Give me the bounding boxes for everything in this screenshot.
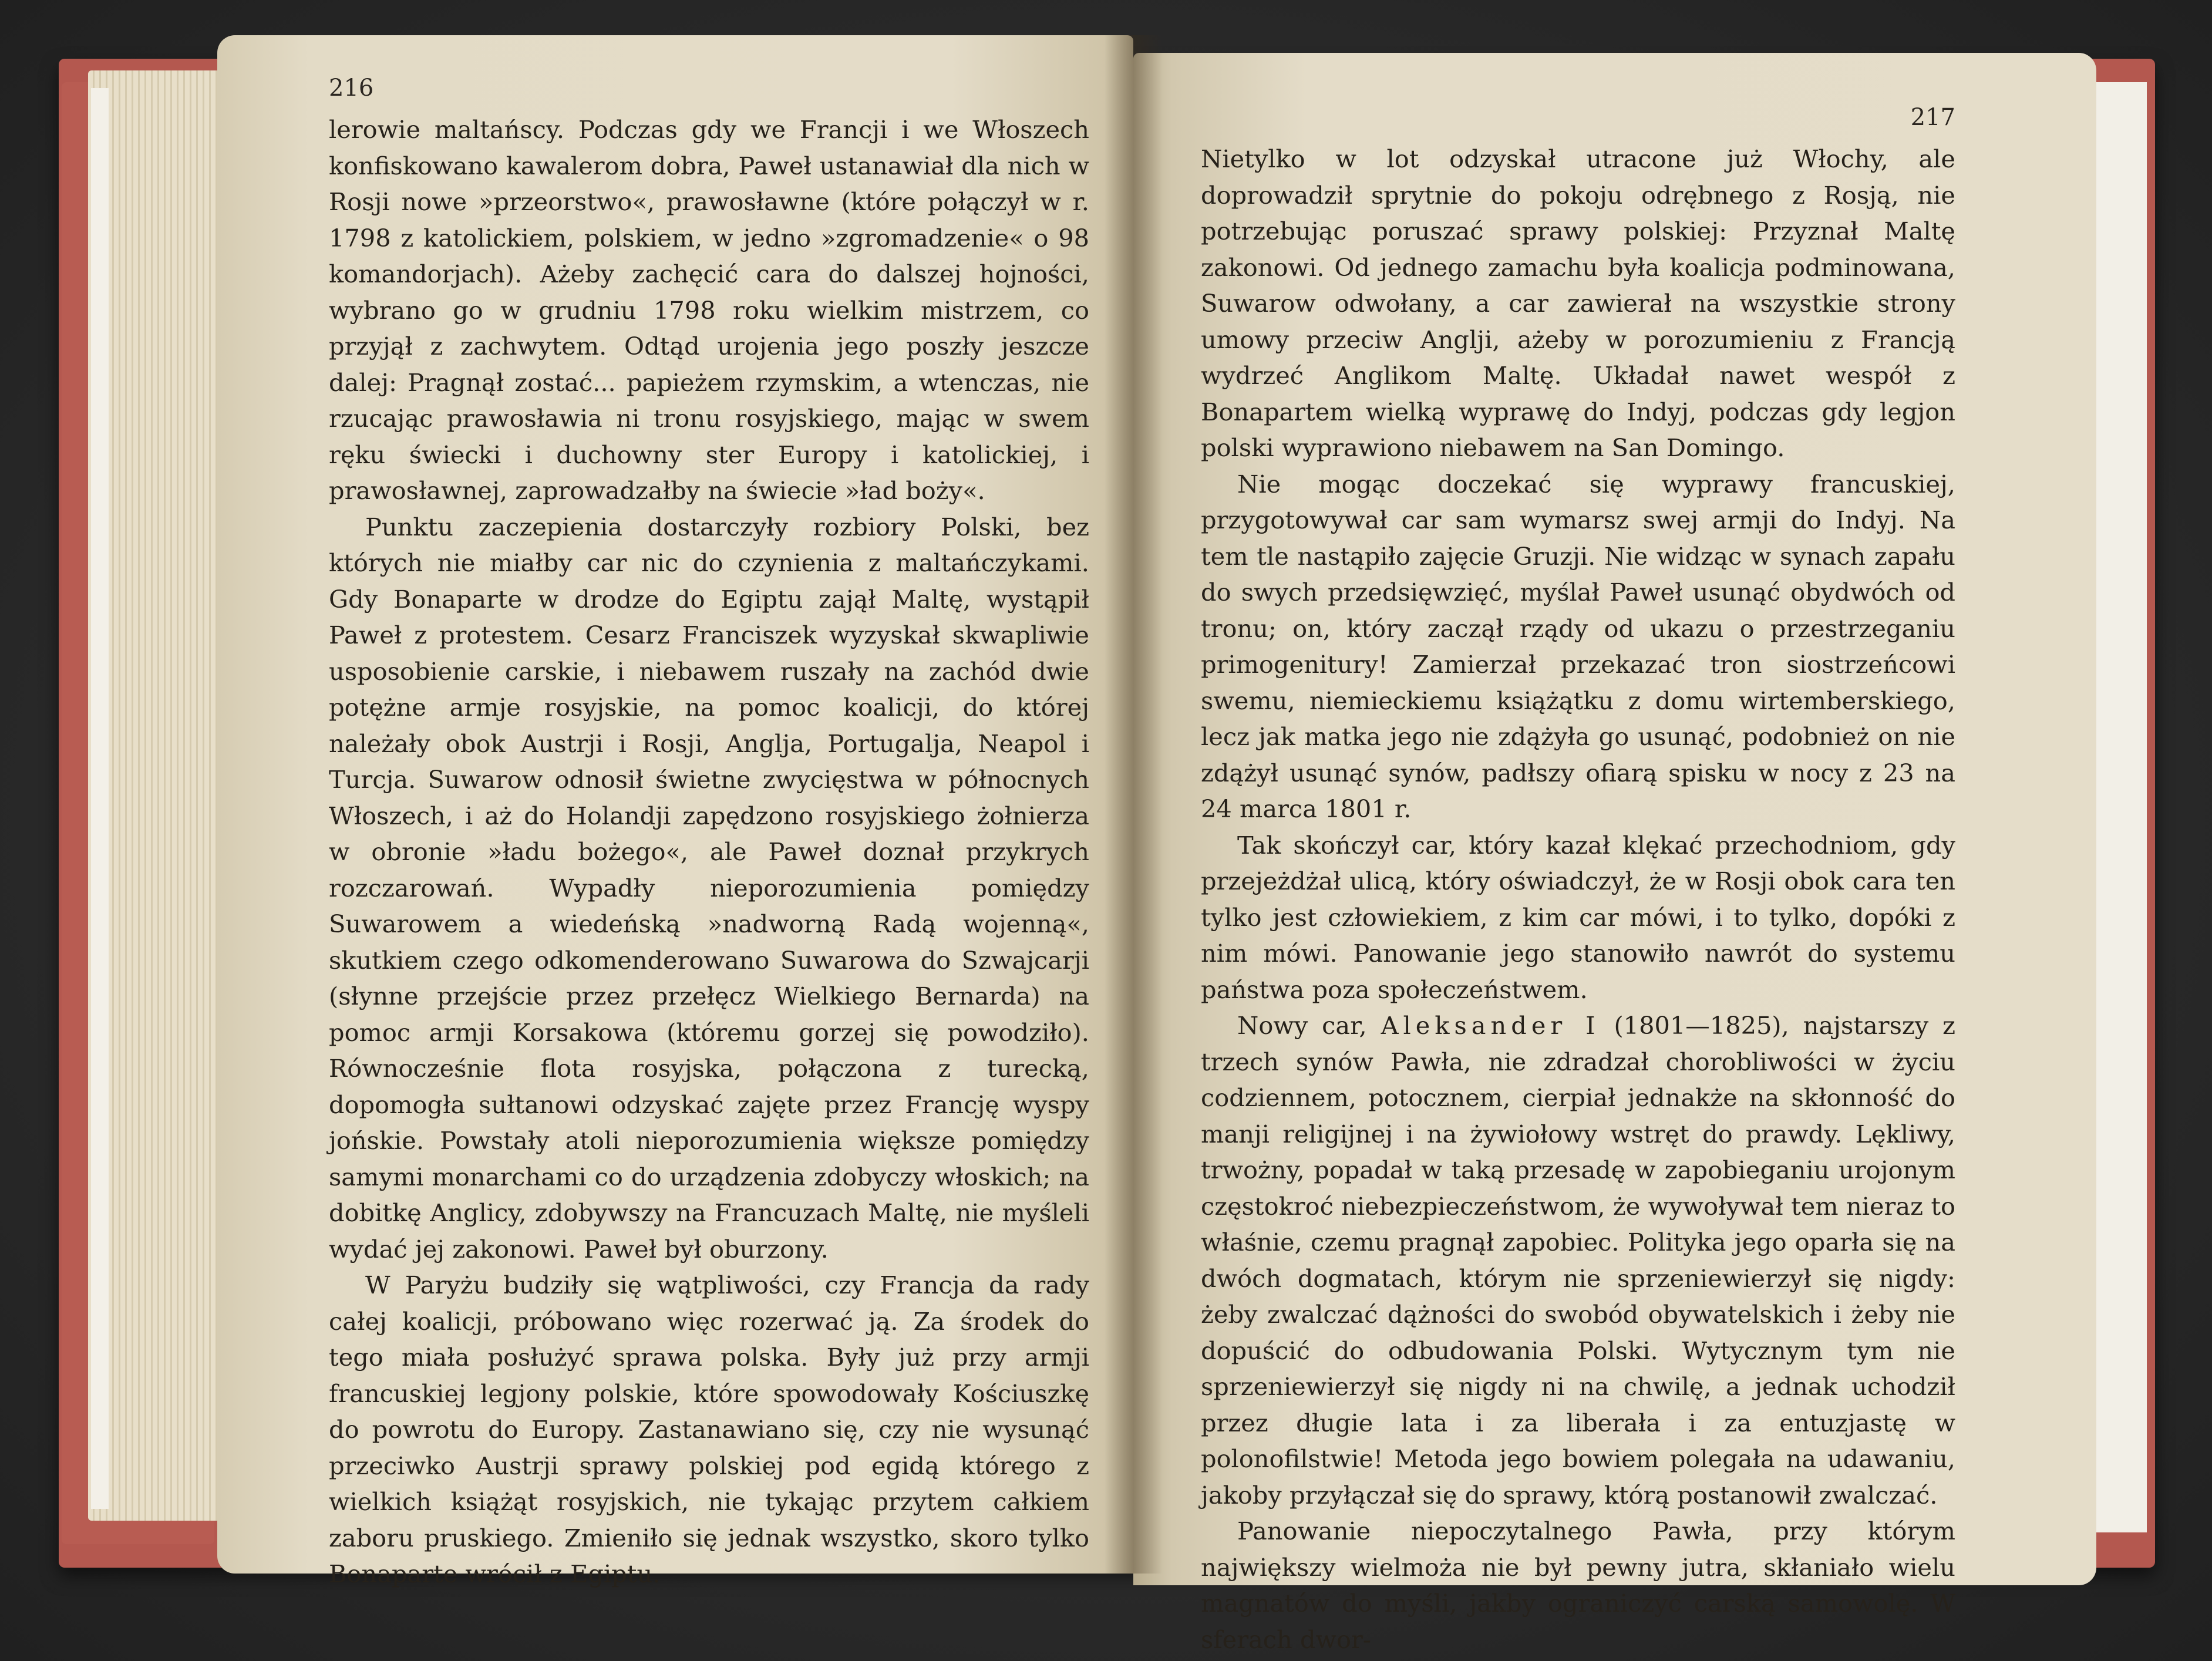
left-page: [217, 35, 1133, 1588]
page-number-left: 216: [329, 75, 374, 102]
page-block-highlight: [91, 88, 109, 1509]
paragraph: Panowanie niepoczytalnego Pawła, przy którym największy wielmoża nie był pewny jutra, skłaniało wielu magnatów do myśli, jakby ograniczyć carską samowolę. W sferach dwor-: [1201, 1517, 1955, 1654]
right-page-text: [1201, 141, 1955, 1657]
paragraph-body: (1801—1825), najstarszy z trzech synów Pawła, nie zdradzał chorobliwości w życiu codziennem, potocznem, cierpiał jednakże na skłonność do manji religijnej i na żywiołowy wstręt do prawdy. Lękliwy, trwożny, popadał w taką przesadę w zapobieganiu urojonym częstokroć niebezpieczeństwom, że wywoływał tem nieraz to właśnie, czemu pragnął zapobiec. Polityka jego oparła się na dwóch dogmatach, którym nie sprzeniewierzył się nigdy: żeby zwalczać dążności do swobód obywatelskich i żeby nie dopuścić do odbudowania Polski. Wytycznym tym nie sprzeniewierzył się nigdy ni na chwilę, a jednak uchodził przez długie lata i za liberała i za entuzjastę w polonofilstwie! Metoda jego bowiem polegała na udawaniu, jakoby przyłączał się do sprawy, którą postanowił zwalczać.: [1201, 1011, 1955, 1510]
paragraph: [1201, 1008, 1955, 1513]
page-number-right: 217: [1910, 104, 1955, 131]
paragraph: Tak skończył car, który kazał klękać przechodniom, gdy przejeżdżał ulicą, który oświadczył, że w Rosji obok cara ten tylko jest człowiekiem, z kim car mówi, i to tylko, dopóki z nim mówi. Panowanie jego stanowiło nawrót do systemu państwa poza społeczeństwem.: [1201, 830, 1955, 1004]
paragraph: Nie mogąc doczekać się wyprawy francuskiej, przygotowywał car sam wymarsz swej armji do Indyj. Na tem tle nastąpiło zajęcie Gruzji. Nie widząc w synach zapału do swych przedsięwzięć, myślał Paweł usunąć obydwóch od tronu; on, który zaczął rządy od ukazu o przestrzeganiu primogenitury! Zamierzał przekazać tron siostrzeńcowi swemu, niemieckiemu książątku z domu wirtemberskiego, lecz jak matka jego nie zdążyła go usunąć, podobnież on nie zdążył usunąć synów, padłszy ofiarą spisku w nocy z 23 na 24 marca 1801 r.: [1201, 469, 1955, 823]
paragraph-lead: Nowy car,: [1237, 1011, 1381, 1040]
ruler-name: Aleksander I: [1381, 1011, 1600, 1040]
paragraph: Punktu zaczepienia dostarczyły rozbiory Polski, bez których nie miałby car nic do czynienia z maltańczykami. Gdy Bonaparte w drodze do Egiptu zajął Maltę, wystąpił Paweł z protestem. Cesarz Franciszek wyzyskał skwapliwie usposobienie carskie, i niebawem ruszały na zachód dwie potężne armje rosyjskie, na pomoc koalicji, do której należały obok Austrji i Rosji, Anglja, Portugalja, Neapol i Turcja. Suwarow odnosił świetne zwycięstwa w północnych Włoszech, i aż do Holandji zapędzono rosyjskiego żołnierza w obronie »ładu bożego«, ale Paweł doznał przykrych rozczarowań. Wypadły nieporozumienia pomiędzy Suwarowem a wiedeńską »nadworną Radą wojenną«, skutkiem czego odkomenderowano Suwarowa do Szwajcarji (słynne przejście przez przełęcz Wielkiego Bernarda) na pomoc armji Korsakowa (któremu gorzej się powodziło). Równocześnie flota rosyjska, połączona z turecką, dopomogła sułtanowi odzyskać zajęte przez Francję wyspy jońskie. Powstały atoli nieporozumienia większe pomiędzy samymi monarchami co do urządzenia zdobyczy włoskich; na dobitkę Anglicy, zdobywszy na Francuzach Maltę, nie myśleli wydać jej zakonowi. Paweł był oburzony.: [329, 512, 1089, 1264]
right-page: [1133, 53, 2096, 1654]
book-gutter: [1104, 35, 1163, 1574]
paragraph: W Paryżu budziły się wątpliwości, czy Francja da rady całej koalicji, próbowano więc rozerwać ją. Za środek do tego miała posłużyć sprawa polska. Były już przy armji francuskiej legjony polskie, które spowodowały Kościuszkę do powrotu do Europy. Zastanawiano się, czy nie wysunąć przeciwko Austrji sprawy polskiej pod egidą którego z wielkich książąt rosyjskich, nie tykając przytem całkiem zaboru pruskiego. Zmieniło się jednak wszystko, skoro tylko Bonaparte wrócił z Egiptu.: [329, 1271, 1089, 1588]
left-page-text: [329, 112, 1089, 1592]
paragraph: Nietylko w lot odzyskał utracone już Włochy, ale doprowadził sprytnie do pokoju odrębnego z Rosją, nie potrzebując poruszać sprawy polskiej: Przyznał Maltę zakonowi. Od jednego zamachu była koalicja podminowana, Suwarow odwołany, a car zawierał na wszystkie strony umowy przeciw Anglji, ażeby w porozumieniu z Francją wydrzeć Anglikom Maltę. Układał nawet wespół z Bonapartem wielką wyprawę do Indyj, podczas gdy legjon polski wyprawiono niebawem na San Domingo.: [1201, 144, 1955, 462]
paragraph: lerowie maltańscy. Podczas gdy we Francji i we Włoszech konfiskowano kawalerom dobra, Paweł ustanawiał dla nich w Rosji nowe »przeorstwo«, prawosławne (które połączył w r. 1798 z katolickiem, polskiem, w jedno »zgromadzenie« o 98 komandorjach). Ażeby zachęcić cara do dalszej hojności, wybrano go w grudniu 1798 roku wielkim mistrzem, co przyjął z zachwytem. Odtąd urojenia jego poszły jeszcze dalej: Pragnął zostać... papieżem rzymskim, a wtenczas, nie rzucając prawosławia ni tronu rosyjskiego, mając w swem ręku świecki i duchowny ster Europy i katolickiej, i prawosławnej, zaprowadzałby na świecie »ład boży«.: [329, 115, 1089, 505]
